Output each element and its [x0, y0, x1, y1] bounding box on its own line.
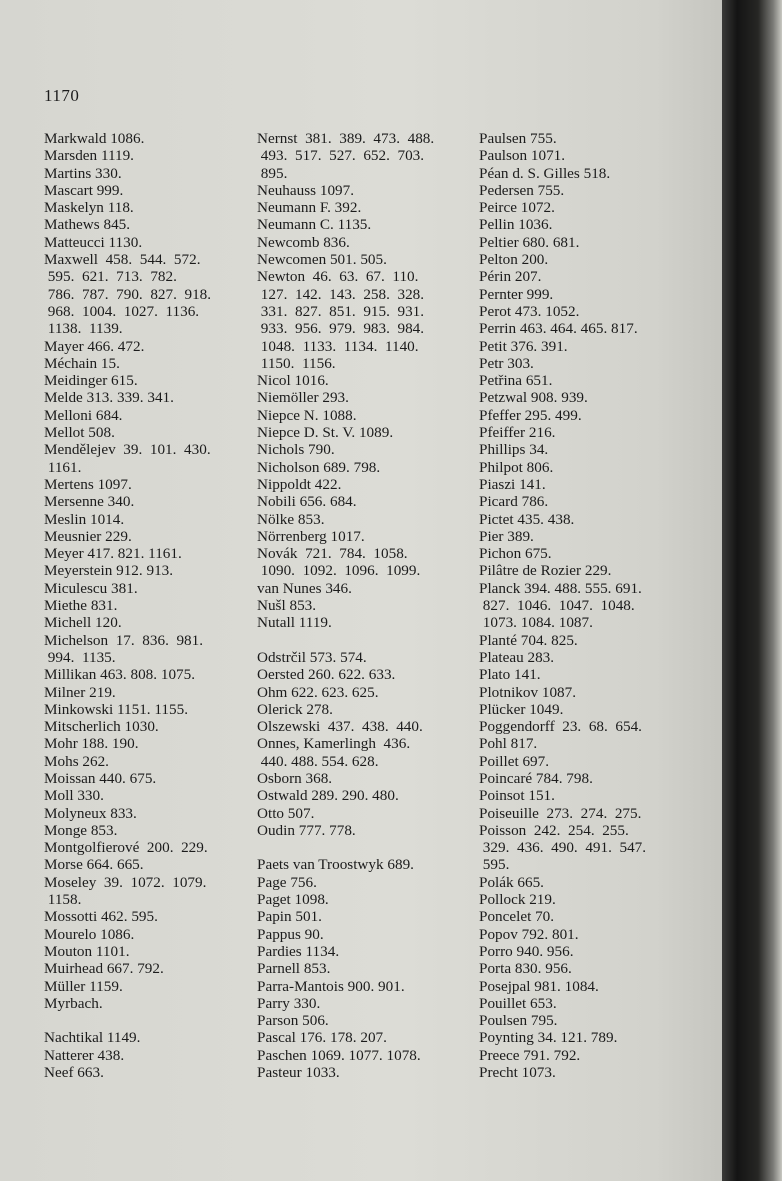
index-entry: Pfeiffer 216. — [479, 424, 556, 442]
index-entry: Miethe 831. — [44, 597, 118, 615]
index-entry: Parson 506. — [257, 1012, 329, 1030]
index-entry: Nachtikal 1149. — [44, 1029, 141, 1047]
index-entry: Minkowski 1151. 1155. — [44, 700, 189, 718]
index-entry: 1158. — [44, 891, 82, 909]
index-entry: Posejpal 981. 1084. — [479, 977, 599, 995]
index-entry: Martins 330. — [44, 164, 122, 182]
index-entry: Olszewski 437. 438. 440. — [257, 718, 423, 736]
index-entry: Melloni 684. — [44, 406, 123, 424]
index-entry: Pellin 1036. — [479, 216, 553, 234]
page-number: 1170 — [44, 86, 80, 105]
book-spine-shadow — [722, 0, 782, 1181]
index-entry: Paget 1098. — [257, 891, 329, 909]
index-entry: 968. 1004. 1027. 1136. — [44, 302, 200, 320]
index-entry: 994. 1135. — [44, 648, 116, 666]
index-entry: Planté 704. 825. — [479, 631, 578, 649]
index-entry: Poynting 34. 121. 789. — [479, 1029, 618, 1047]
index-entry: Newton 46. 63. 67. 110. — [257, 268, 419, 286]
index-entry: Maxwell 458. 544. 572. — [44, 251, 201, 269]
index-entry: Osborn 368. — [257, 769, 333, 787]
index-entry: Petřina 651. — [479, 372, 553, 390]
index-entry: 595. 621. 713. 782. — [44, 268, 177, 286]
index-entry: Matteucci 1130. — [44, 233, 143, 251]
index-entry: 440. 488. 554. 628. — [257, 752, 379, 770]
index-entry: Mitscherlich 1030. — [44, 718, 159, 736]
index-entry: Ostwald 289. 290. 480. — [257, 787, 399, 805]
index-entry: Nippoldt 422. — [257, 475, 342, 493]
index-entry: Michell 120. — [44, 614, 122, 632]
index-entry: Michelson 17. 836. 981. — [44, 631, 204, 649]
index-entry: Pollock 219. — [479, 891, 556, 909]
index-entry: Perot 473. 1052. — [479, 302, 580, 320]
index-entry: Nušl 853. — [257, 597, 317, 615]
index-entry: Perrin 463. 464. 465. 817. — [479, 320, 638, 338]
index-entry: Meslin 1014. — [44, 510, 125, 528]
index-entry: Paschen 1069. 1077. 1078. — [257, 1046, 421, 1064]
index-entry: Poulsen 795. — [479, 1012, 558, 1030]
index-entry: Moseley 39. 1072. 1079. — [44, 873, 207, 891]
index-entry: Morse 664. 665. — [44, 856, 144, 874]
index-entry: Mellot 508. — [44, 424, 115, 442]
index-entry: Milner 219. — [44, 683, 116, 701]
index-entry: Philpot 806. — [479, 458, 554, 476]
index-entry: 1150. 1156. — [257, 354, 336, 372]
index-entry: 1138. 1139. — [44, 320, 123, 338]
index-entry: Odstrčil 573. 574. — [257, 648, 367, 666]
index-entry: Natterer 438. — [44, 1046, 125, 1064]
index-entry: Pilâtre de Rozier 229. — [479, 562, 612, 580]
index-entry: Poncelet 70. — [479, 908, 555, 926]
index-entry: Monge 853. — [44, 821, 118, 839]
index-entry: Parra-Mantois 900. 901. — [257, 977, 405, 995]
index-entry: Meyer 417. 821. 1161. — [44, 545, 182, 563]
index-entry: Niemöller 293. — [257, 389, 349, 407]
index-entry: Myrbach. — [44, 994, 103, 1012]
index-entry: Niepce N. 1088. — [257, 406, 357, 424]
index-entry: Petzwal 908. 939. — [479, 389, 588, 407]
index-entry: Picard 786. — [479, 493, 549, 511]
index-entry: Pernter 999. — [479, 285, 554, 303]
index-entry: Otto 507. — [257, 804, 315, 822]
index-entry: 933. 956. 979. 983. 984. — [257, 320, 425, 338]
section-gap — [257, 839, 477, 856]
index-entry: Neuhauss 1097. — [257, 181, 355, 199]
index-entry: Méchain 15. — [44, 354, 120, 372]
index-entry: Poggendorff 23. 68. 654. — [479, 718, 642, 736]
index-entry: Mascart 999. — [44, 181, 124, 199]
index-entry: Plateau 283. — [479, 648, 555, 666]
index-entry: Marsden 1119. — [44, 147, 134, 165]
index-entry: Mathews 845. — [44, 216, 131, 234]
index-entry: Petit 376. 391. — [479, 337, 568, 355]
index-entry: Olerick 278. — [257, 700, 333, 718]
index-entry: Meidinger 615. — [44, 372, 138, 390]
index-entry: Miculescu 381. — [44, 579, 138, 597]
index-entry: Pedersen 755. — [479, 181, 565, 199]
index-entry: 1090. 1092. 1096. 1099. — [257, 562, 421, 580]
index-entry: Pfeffer 295. 499. — [479, 406, 582, 424]
index-entry: 786. 787. 790. 827. 918. — [44, 285, 212, 303]
index-entry: Pictet 435. 438. — [479, 510, 575, 528]
section-gap — [44, 1012, 254, 1029]
index-entry: Nicholson 689. 798. — [257, 458, 381, 476]
index-entry: Paulson 1071. — [479, 147, 566, 165]
index-entry: Peltier 680. 681. — [479, 233, 580, 251]
index-entry: 1073. 1084. 1087. — [479, 614, 593, 632]
index-entry: Plücker 1049. — [479, 700, 564, 718]
index-entry: Niepce D. St. V. 1089. — [257, 424, 394, 442]
index-entry: Preece 791. 792. — [479, 1046, 581, 1064]
index-entry: 331. 827. 851. 915. 931. — [257, 302, 425, 320]
index-entry: 127. 142. 143. 258. 328. — [257, 285, 425, 303]
index-entry: Oersted 260. 622. 633. — [257, 666, 396, 684]
index-entry: Page 756. — [257, 873, 317, 891]
index-entry: Nutall 1119. — [257, 614, 332, 632]
index-entry: Nichols 790. — [257, 441, 335, 459]
index-entry: Plato 141. — [479, 666, 541, 684]
index-entry: Périn 207. — [479, 268, 542, 286]
index-entry: 493. 517. 527. 652. 703. — [257, 147, 425, 165]
index-entry: Mohs 262. — [44, 752, 109, 770]
index-entry: Mendělejev 39. 101. 430. — [44, 441, 211, 459]
index-entry: Moll 330. — [44, 787, 104, 805]
index-entry: Pelton 200. — [479, 251, 549, 269]
index-entry: Petr 303. — [479, 354, 534, 372]
index-entry: Meyerstein 912. 913. — [44, 562, 174, 580]
index-entry: Muirhead 667. 792. — [44, 960, 164, 978]
index-entry: Porro 940. 956. — [479, 942, 574, 960]
index-entry: Plotnikov 1087. — [479, 683, 577, 701]
index-entry: Nörrenberg 1017. — [257, 527, 365, 545]
index-entry: Paets van Troostwyk 689. — [257, 856, 414, 874]
index-entry: Pasteur 1033. — [257, 1064, 340, 1082]
index-entry: Mersenne 340. — [44, 493, 135, 511]
index-entry: Planck 394. 488. 555. 691. — [479, 579, 642, 597]
index-entry: Poillet 697. — [479, 752, 550, 770]
index-entry: Neumann C. 1135. — [257, 216, 372, 234]
index-entry: Poinsot 151. — [479, 787, 555, 805]
index-entry: Pascal 176. 178. 207. — [257, 1029, 387, 1047]
index-entry: Polák 665. — [479, 873, 544, 891]
index-entry: Melde 313. 339. 341. — [44, 389, 174, 407]
index-entry: Newcomen 501. 505. — [257, 251, 387, 269]
index-entry: Phillips 34. — [479, 441, 549, 459]
index-entry: 1161. — [44, 458, 82, 476]
index-entry: Pouillet 653. — [479, 994, 557, 1012]
index-column-1 — [44, 130, 254, 1081]
index-entry: Newcomb 836. — [257, 233, 350, 251]
index-entry: Markwald 1086. — [44, 130, 145, 147]
index-entry: Nicol 1016. — [257, 372, 329, 390]
index-entry: Nölke 853. — [257, 510, 325, 528]
index-entry: 827. 1046. 1047. 1048. — [479, 597, 635, 615]
index-entry: Meusnier 229. — [44, 527, 132, 545]
index-entry: 329. 436. 490. 491. 547. — [479, 839, 647, 857]
index-entry: Ohm 622. 623. 625. — [257, 683, 379, 701]
index-entry: Paulsen 755. — [479, 130, 557, 147]
index-entry: Pichon 675. — [479, 545, 552, 563]
index-entry: Mayer 466. 472. — [44, 337, 145, 355]
index-entry: Papin 501. — [257, 908, 322, 926]
index-entry: Piaszi 141. — [479, 475, 546, 493]
index-entry: Pappus 90. — [257, 925, 324, 943]
index-entry: Molyneux 833. — [44, 804, 137, 822]
index-entry: 1048. 1133. 1134. 1140. — [257, 337, 419, 355]
index-column-2 — [257, 130, 477, 1081]
index-entry: van Nunes 346. — [257, 579, 352, 597]
index-entry: Mertens 1097. — [44, 475, 132, 493]
index-entry: Novák 721. 784. 1058. — [257, 545, 408, 563]
index-entry: Mohr 188. 190. — [44, 735, 139, 753]
index-entry: Mourelo 1086. — [44, 925, 135, 943]
index-entry: Pohl 817. — [479, 735, 538, 753]
index-entry: Poiseuille 273. 274. 275. — [479, 804, 642, 822]
index-entry: Müller 1159. — [44, 977, 123, 995]
index-entry: Nobili 656. 684. — [257, 493, 357, 511]
section-gap — [257, 632, 477, 649]
index-column-3 — [479, 130, 709, 1081]
index-entry: Porta 830. 956. — [479, 960, 572, 978]
index-entry: Pardies 1134. — [257, 942, 340, 960]
index-entry: 595. — [479, 856, 510, 874]
index-entry: Poincaré 784. 798. — [479, 769, 593, 787]
index-entry: Péan d. S. Gilles 518. — [479, 164, 611, 182]
index-entry: Mouton 1101. — [44, 942, 130, 960]
index-entry: Montgolfierové 200. 229. — [44, 839, 208, 857]
index-entry: Moissan 440. 675. — [44, 769, 157, 787]
index-entry: Oudin 777. 778. — [257, 821, 356, 839]
index-entry: Parnell 853. — [257, 960, 331, 978]
index-entry: 895. — [257, 164, 288, 182]
index-entry: Poisson 242. 254. 255. — [479, 821, 629, 839]
index-entry: Nernst 381. 389. 473. 488. — [257, 130, 435, 147]
index-entry: Popov 792. 801. — [479, 925, 579, 943]
index-entry: Neef 663. — [44, 1064, 104, 1082]
index-entry: Onnes, Kamerlingh 436. — [257, 735, 411, 753]
index-entry: Parry 330. — [257, 994, 321, 1012]
index-entry: Mossotti 462. 595. — [44, 908, 158, 926]
index-entry: Peirce 1072. — [479, 199, 555, 217]
index-entry: Maskelyn 118. — [44, 199, 134, 217]
index-entry: Neumann F. 392. — [257, 199, 362, 217]
index-entry: Millikan 463. 808. 1075. — [44, 666, 196, 684]
index-entry: Pier 389. — [479, 527, 534, 545]
index-entry: Precht 1073. — [479, 1064, 556, 1082]
